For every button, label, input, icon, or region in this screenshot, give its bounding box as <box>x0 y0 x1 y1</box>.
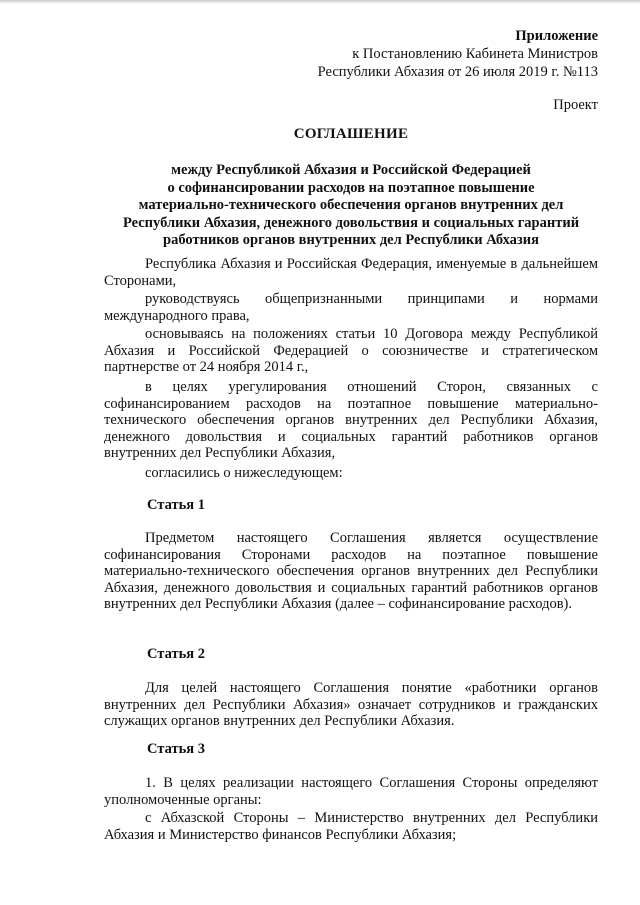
subtitle-line-4: Республики Абхазия, денежного довольствия и социальных гарантий <box>122 214 580 231</box>
article-3-paragraph-2: с Абхазской Стороны – Министерство внутренних дел Республики Абхазия и Министерство финансов Республики Абхазия; <box>104 810 598 843</box>
annex-block <box>318 27 598 81</box>
preamble-paragraph-1: Республика Абхазия и Российская Федерация, именуемые в дальнейшем Сторонами, <box>104 256 598 289</box>
preamble-paragraph-3: основываясь на положениях статьи 10 Договора между Республикой Абхазия и Российской Федерацией о союзничестве и стратегическом партнерстве от 24 ноября 2014 г., <box>104 326 598 375</box>
document-title: СОГЛАШЕНИЕ <box>293 126 409 142</box>
subtitle-line-5: работников органов внутренних дел Республики Абхазия <box>163 232 539 248</box>
annex-line-1: к Постановлению Кабинета Министров <box>352 46 598 62</box>
scan-edge <box>0 0 640 4</box>
article-1-heading: Статья 1 <box>147 497 205 513</box>
draft-label: Проект <box>553 97 598 113</box>
preamble-paragraph-2: руководствуясь общепризнанными принципами и нормами международного права, <box>104 291 598 324</box>
annex-title: Приложение <box>515 28 598 44</box>
article-3-paragraph-1: 1. В целях реализации настоящего Соглашения Стороны определяют уполномоченные органы: <box>104 775 598 808</box>
subtitle-line-1: между Республикой Абхазия и Российской Федерацией <box>171 162 531 178</box>
subtitle-line-3: материально-технического обеспечения органов внутренних дел <box>138 197 564 213</box>
document-subtitle <box>90 162 612 250</box>
article-3-heading: Статья 3 <box>147 741 205 757</box>
preamble-paragraph-5: согласились о нижеследующем: <box>145 465 343 481</box>
article-2-text: Для целей настоящего Соглашения понятие «работники органов внутренних дел Республики Абхазия» означает сотрудников и гражданских служащих органов внутренних дел Республики Абхазия. <box>104 680 598 729</box>
annex-line-2: Республики Абхазия от 26 июля 2019 г. №113 <box>317 64 598 80</box>
subtitle-line-2: о софинансировании расходов на поэтапное повышение <box>167 179 535 196</box>
article-1-text: Предметом настоящего Соглашения является осуществление софинансирования Сторонами расходов на поэтапное повышение материально-технического обеспечения органов внутренних дел Республики Абхазия, денежного довольствия и социальных гарантий работников органов внутренних дел Республики Абхазия (далее – софинансирование расходов). <box>104 530 598 612</box>
preamble-paragraph-4: в целях урегулирования отношений Сторон, связанных с софинансированием расходов на поэтапное повышение материально-технического обеспечения органов внутренних дел Республики Абхазия, денежного довольствия и социальных гарантий работников органов внутренних дел Республики Абхазия, <box>104 379 598 461</box>
article-2-heading: Статья 2 <box>147 646 205 662</box>
